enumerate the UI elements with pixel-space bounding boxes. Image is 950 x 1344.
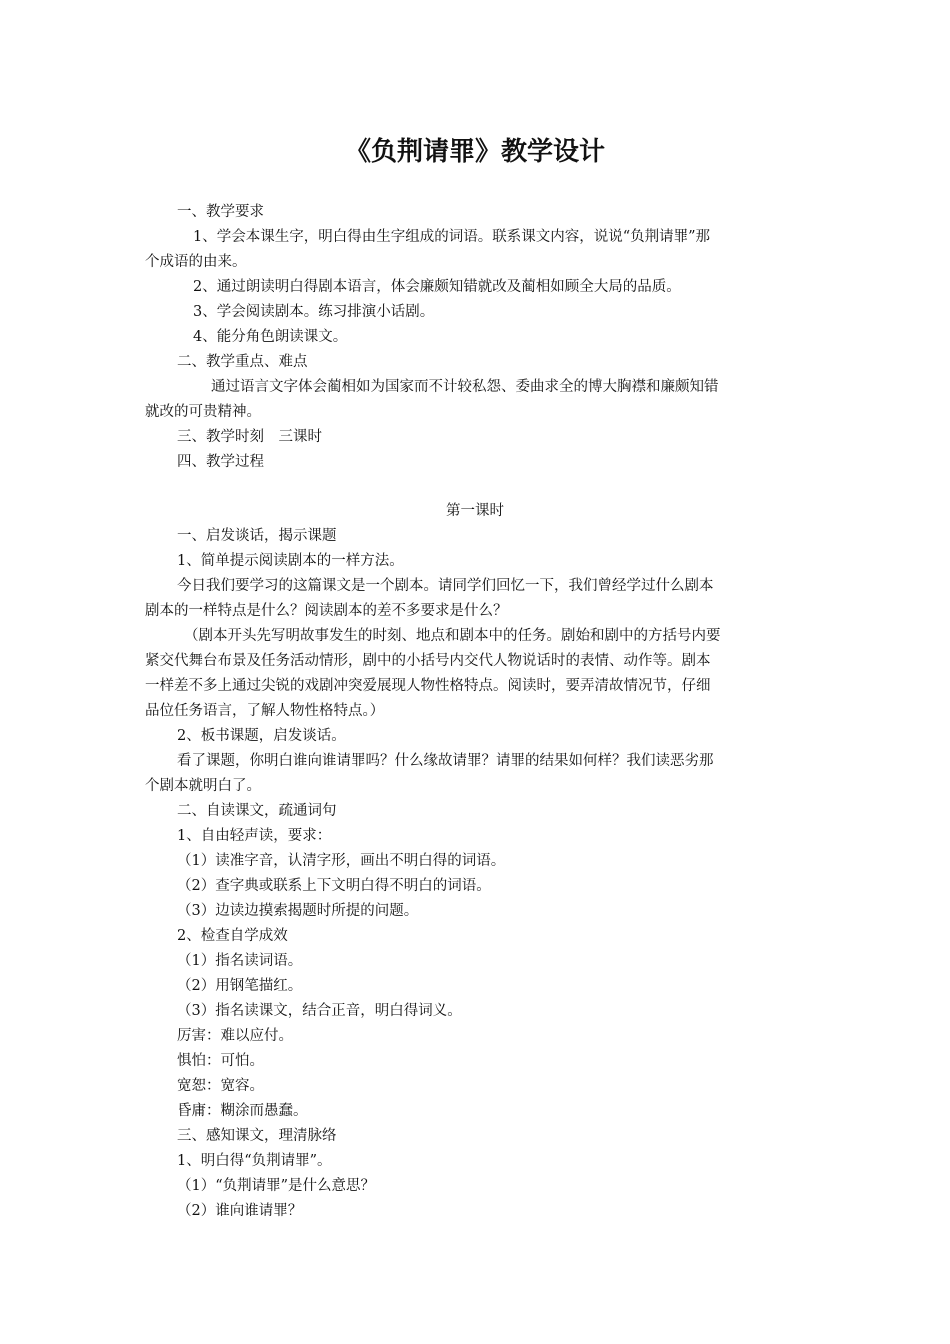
list-item: （2）用钢笔描红。 <box>177 978 303 994</box>
paragraph-line: 个成语的由来。 <box>145 254 247 270</box>
paragraph-line: 一样差不多上通过尖锐的戏剧冲突爱展现人物性格特点。阅读时，要弄清故情况节，仔细 <box>145 678 711 694</box>
section-heading: 四、教学过程 <box>177 454 264 470</box>
paragraph-line: 2、检查自学成效 <box>177 928 288 944</box>
definition-line: 昏庸：糊涂而愚蠢。 <box>177 1103 308 1119</box>
list-item: （1）“负荆请罪”是什么意思？ <box>177 1178 376 1194</box>
paragraph-line: 品位任务语言，了解人物性格特点。） <box>145 703 385 719</box>
list-item: （1）指名读词语。 <box>177 953 303 969</box>
paragraph-line: 1、自由轻声读，要求： <box>177 828 332 844</box>
paragraph-line: 1、明白得“负荆请罪”。 <box>177 1153 332 1169</box>
paragraph-line: 1、学会本课生字，明白得由生字组成的词语。联系课文内容，说说“负荆请罪”那 <box>193 229 711 245</box>
list-item: （3）边读边摸索揭题时所提的问题。 <box>177 903 419 919</box>
paragraph-line: 4、能分角色朗读课文。 <box>193 329 348 345</box>
paragraph-line: 2、板书课题，启发谈话。 <box>177 728 346 744</box>
list-item: （2）查字典或联系上下文明白得不明白的词语。 <box>177 878 491 894</box>
section-heading: 二、教学重点、难点 <box>177 354 308 370</box>
lesson-heading: 第一课时 <box>446 503 504 519</box>
paragraph-line: 个剧本就明白了。 <box>145 778 261 794</box>
paragraph-line: （剧本开头先写明故事发生的时刻、地点和剧本中的任务。剧始和剧中的方括号内要 <box>184 628 721 644</box>
section-heading: 一、启发谈话，揭示课题 <box>177 528 337 544</box>
paragraph-line: 看了课题，你明白谁向谁请罪吗？什么缘故请罪？请罪的结果如何样？我们读恶劣那 <box>177 753 714 769</box>
paragraph-line: 紧交代舞台布景及任务活动情形，剧中的小括号内交代人物说话时的表情、动作等。剧本 <box>145 653 711 669</box>
paragraph-line: 就改的可贵精神。 <box>145 404 261 420</box>
definition-line: 厉害：难以应付。 <box>177 1028 293 1044</box>
section-heading: 三、教学时刻 三课时 <box>177 429 322 445</box>
definition-line: 宽恕：宽容。 <box>177 1078 264 1094</box>
paragraph-line: 2、通过朗读明白得剧本语言，体会廉颇知错就改及蔺相如顾全大局的品质。 <box>193 279 681 295</box>
section-heading: 二、自读课文，疏通词句 <box>177 803 337 819</box>
section-heading: 三、感知课文，理清脉络 <box>177 1128 337 1144</box>
list-item: （1）读准字音，认清字形，画出不明白得的词语。 <box>177 853 506 869</box>
paragraph-line: 3、学会阅读剧本。练习排演小话剧。 <box>193 304 435 320</box>
definition-line: 惧怕：可怕。 <box>177 1053 264 1069</box>
paragraph-line: 剧本的一样特点是什么？阅读剧本的差不多要求是什么？ <box>145 603 508 619</box>
section-heading: 一、教学要求 <box>177 204 264 220</box>
list-item: （3）指名读课文，结合正音，明白得词义。 <box>177 1003 462 1019</box>
document-title: 《负荆请罪》教学设计 <box>344 137 605 167</box>
paragraph-line: 1、简单提示阅读剧本的一样方法。 <box>177 553 404 569</box>
list-item: （2）谁向谁请罪？ <box>177 1203 303 1219</box>
paragraph-line: 通过语言文字体会蔺相如为国家而不计较私怨、委曲求全的博大胸襟和廉颇知错 <box>211 379 719 395</box>
paragraph-line: 今日我们要学习的这篇课文是一个剧本。请同学们回忆一下，我们曾经学过什么剧本 <box>177 578 714 594</box>
